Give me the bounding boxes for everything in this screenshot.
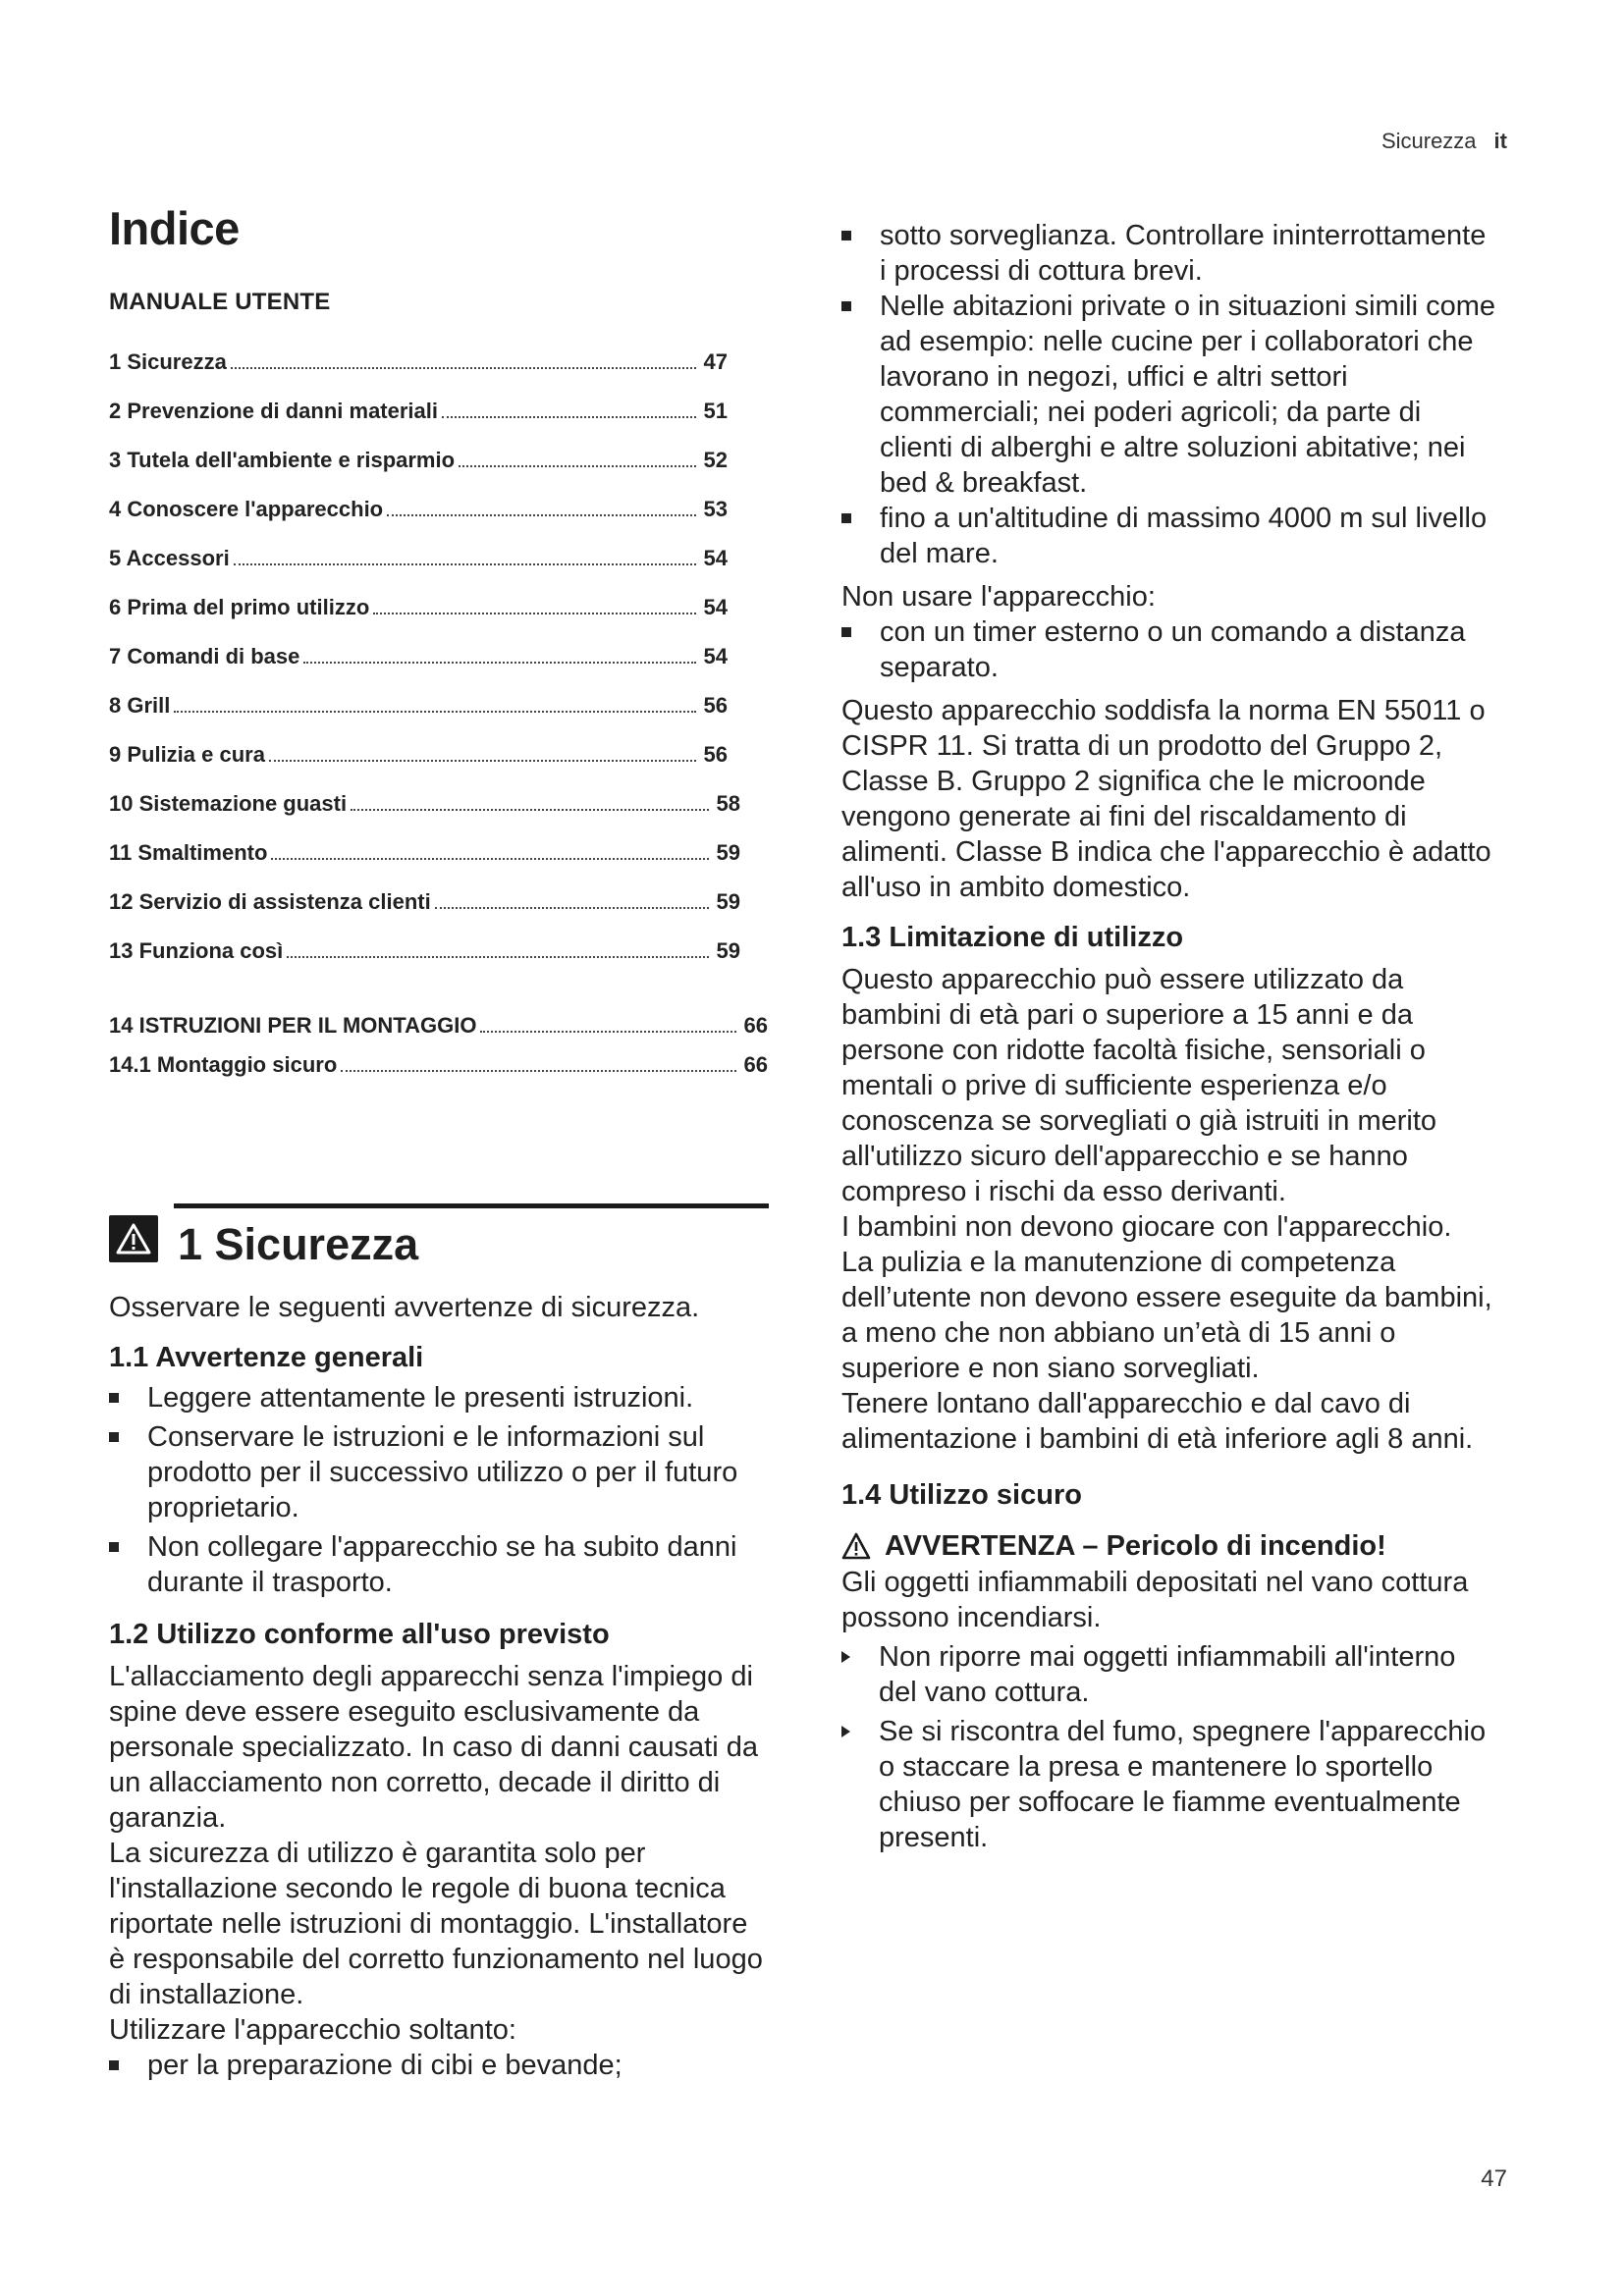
toc-leader xyxy=(480,1013,735,1033)
toc-entry[interactable] xyxy=(109,448,728,497)
toc-leader xyxy=(459,448,695,467)
toc-entry-page: 54 xyxy=(703,644,728,668)
toc-title: Indice xyxy=(109,202,240,254)
paragraph: Tenere lontano dall'apparecchio e dal cavo di alimentazione i bambini di età inferiore agli 8 anni. xyxy=(841,1388,1474,1455)
toc-leader xyxy=(303,644,695,664)
toc-entry[interactable] xyxy=(109,840,740,889)
warning-icon xyxy=(109,1215,158,1262)
list-item: con un timer esterno o un comando a distanza separato. xyxy=(841,614,1499,685)
list-item: Non riporre mai oggetti infiammabili all'interno del vano cottura. xyxy=(841,1639,1499,1710)
toc-leader xyxy=(351,791,708,811)
toc-entry[interactable] xyxy=(109,497,728,546)
toc-leader xyxy=(341,1052,735,1072)
toc-list xyxy=(109,349,769,988)
toc-entry-label: 5 Accessori xyxy=(109,546,230,570)
warning-triangle-icon xyxy=(116,1222,151,1255)
toc-entry-label: 6 Prima del primo utilizzo xyxy=(109,595,370,619)
toc-entry-label: 3 Tutela dell'ambiente e risparmio xyxy=(109,448,456,472)
paragraph: Gli oggetti infiammabili depositati nel vano cottura possono incendiarsi. xyxy=(841,1567,1469,1633)
toc-entry-page: 51 xyxy=(703,399,728,423)
toc-entry-page: 52 xyxy=(703,448,728,472)
toc-entry-page: 47 xyxy=(703,349,728,374)
toc-leader xyxy=(373,595,695,614)
list-item: sotto sorveglianza. Controllare ininterrottamente i processi di cottura brevi. xyxy=(841,218,1499,289)
paragraph: Non usare l'apparecchio: xyxy=(841,581,1156,613)
toc-entry-label: 9 Pulizia e cura xyxy=(109,742,265,767)
paragraph: La pulizia e la manutenzione di competenza dell’utente non devono essere eseguite da bambini, a meno che non abbiano un’età di 15 anni o superiore e non siano sorvegliati. xyxy=(841,1247,1492,1384)
list-item: Conservare le istruzioni e le informazioni sul prodotto per il successivo utilizzo o per il futuro proprietario. xyxy=(109,1419,769,1525)
running-header xyxy=(1381,129,1507,154)
section-heading-1-4: 1.4 Utilizzo sicuro xyxy=(841,1479,1082,1511)
paragraph: Questo apparecchio soddisfa la norma EN 55011 o CISPR 11. Si tratta di un prodotto del Gruppo 2, Classe B. Gruppo 2 significa che le microonde vengono generate ai fini del riscaldamento di alimenti. Classe B indica che l'apparecchio è adatto all'uso in ambito domestico. xyxy=(841,695,1491,903)
toc-entry-page: 56 xyxy=(703,693,728,718)
toc-entry[interactable] xyxy=(109,742,728,791)
toc-leader xyxy=(442,399,696,418)
paragraph: La sicurezza di utilizzo è garantita solo per l'installazione secondo le regole di buona tecnica riportate nelle istruzioni di montaggio. L'installatore è responsabile del corretto funzionamento nel luogo di installazione. xyxy=(109,1838,763,2010)
toc-entry-page: 59 xyxy=(716,840,740,865)
toc-entry-label: 4 Conoscere l'apparecchio xyxy=(109,497,384,521)
paragraph: Utilizzare l'apparecchio soltanto: xyxy=(109,2014,516,2046)
toc-entry-label: 7 Comandi di base xyxy=(109,644,300,668)
toc-entry-label: 14.1 Montaggio sicuro xyxy=(109,1052,338,1077)
toc-leader xyxy=(234,546,696,565)
toc-subtitle: MANUALE UTENTE xyxy=(109,289,331,315)
list-item: Se si riscontra del fumo, spegnere l'apparecchio o staccare la presa e mantenere lo sportello chiuso per soffocare le fiamme eventualmente presenti. xyxy=(841,1714,1499,1855)
toc-entry[interactable] xyxy=(109,938,740,988)
fire-warning xyxy=(841,1527,1499,1565)
toc-leader xyxy=(271,840,708,860)
section-heading-1-3: 1.3 Limitazione di utilizzo xyxy=(841,922,1184,953)
toc-entry-page: 59 xyxy=(716,938,740,963)
toc-entry[interactable] xyxy=(109,546,728,595)
toc-entry[interactable] xyxy=(109,1052,768,1092)
warning-title: AVVERTENZA – Pericolo di incendio! xyxy=(885,1530,1386,1562)
toc-entry-label: 12 Servizio di assistenza clienti xyxy=(109,889,431,914)
toc-entry[interactable] xyxy=(109,399,728,448)
chapter-heading xyxy=(109,1203,769,1280)
list-item: per la preparazione di cibi e bevande; xyxy=(109,2048,769,2083)
right-column xyxy=(841,214,1499,1855)
chapter-intro: Osservare le seguenti avvertenze di sicurezza. xyxy=(109,1292,700,1323)
section-heading-1-1: 1.1 Avvertenze generali xyxy=(109,1342,424,1373)
prohibited-use-list xyxy=(841,614,1499,685)
page-number: 47 xyxy=(1481,2165,1507,2192)
toc-entry[interactable] xyxy=(109,791,740,840)
header-language: it xyxy=(1493,129,1507,153)
list-item: Non collegare l'apparecchio se ha subito danni durante il trasporto. xyxy=(109,1529,769,1600)
paragraph: L'allacciamento degli apparecchi senza l'impiego di spine deve essere eseguito esclusivamente da personale specializzato. In caso di danni causati da un allacciamento non corretto, decade il diritto di garanzia. xyxy=(109,1661,758,1834)
toc-entry-label: 1 Sicurezza xyxy=(109,349,227,374)
list-item: Nelle abitazioni private o in situazioni simili come ad esempio: nelle cucine per i collaboratori che lavorano in negozi, uffici e altri settori commerciali; nei poderi agricoli; da parte di clienti di alberghi e altre soluzioni abitative; nei bed & breakfast. xyxy=(841,289,1499,501)
toc-entry-page: 54 xyxy=(703,546,728,570)
toc-leader xyxy=(174,693,695,713)
toc-entry-page: 66 xyxy=(743,1052,768,1077)
toc-entry[interactable] xyxy=(109,693,728,742)
section-heading-1-2: 1.2 Utilizzo conforme all'uso previsto xyxy=(109,1619,610,1650)
toc-entry-page: 56 xyxy=(703,742,728,767)
header-section: Sicurezza xyxy=(1380,129,1477,153)
toc-entry-page: 59 xyxy=(716,889,740,914)
toc-leader xyxy=(435,889,709,909)
toc-entry[interactable] xyxy=(109,1013,768,1052)
toc-entry-page: 58 xyxy=(716,791,740,816)
fire-steps-list xyxy=(841,1639,1499,1855)
paragraph: I bambini non devono giocare con l'apparecchio. xyxy=(841,1211,1452,1243)
toc-leader xyxy=(269,742,696,762)
left-column xyxy=(109,202,769,2083)
toc-entry-label: 10 Sistemazione guasti xyxy=(109,791,348,816)
toc-entry-page: 54 xyxy=(703,595,728,619)
toc-entry-label: 8 Grill xyxy=(109,693,171,718)
toc-entry-page: 53 xyxy=(703,497,728,521)
toc-entry-label: 13 Funziona così xyxy=(109,938,284,963)
toc-entry-label: 2 Prevenzione di danni materiali xyxy=(109,399,438,423)
toc-entry[interactable] xyxy=(109,595,728,644)
toc-leader xyxy=(231,349,696,369)
toc-install-list xyxy=(109,1013,769,1092)
list-item: fino a un'altitudine di massimo 4000 m sul livello del mare. xyxy=(841,501,1499,571)
toc-entry-page: 66 xyxy=(743,1013,768,1038)
paragraph: Questo apparecchio può essere utilizzato da bambini di età pari o superiore a 15 anni e da persone con ridotte facoltà fisiche, sensoriali o mentali o prive di sufficiente esperienza e/o conoscenza se sorvegliati o già istruiti in merito all'utilizzo sicuro dell'apparecchio e se hanno compreso i rischi da esso derivanti. xyxy=(841,964,1437,1207)
general-warnings-list xyxy=(109,1380,769,1600)
list-item: Leggere attentamente le presenti istruzioni. xyxy=(109,1380,769,1415)
warning-triangle-icon xyxy=(841,1532,871,1560)
intended-use-list xyxy=(109,2048,769,2083)
toc-entry[interactable] xyxy=(109,644,728,693)
toc-entry-label: 11 Smaltimento xyxy=(109,840,268,865)
toc-leader xyxy=(287,938,708,958)
chapter-title: 1 Sicurezza xyxy=(178,1219,419,1269)
toc-entry[interactable] xyxy=(109,349,728,399)
toc-entry-label: 14 ISTRUZIONI PER IL MONTAGGIO xyxy=(109,1013,477,1038)
chapter-rule xyxy=(174,1203,769,1208)
intended-use-list-continued xyxy=(841,218,1499,571)
toc-leader xyxy=(387,497,695,516)
toc-entry[interactable] xyxy=(109,889,740,938)
